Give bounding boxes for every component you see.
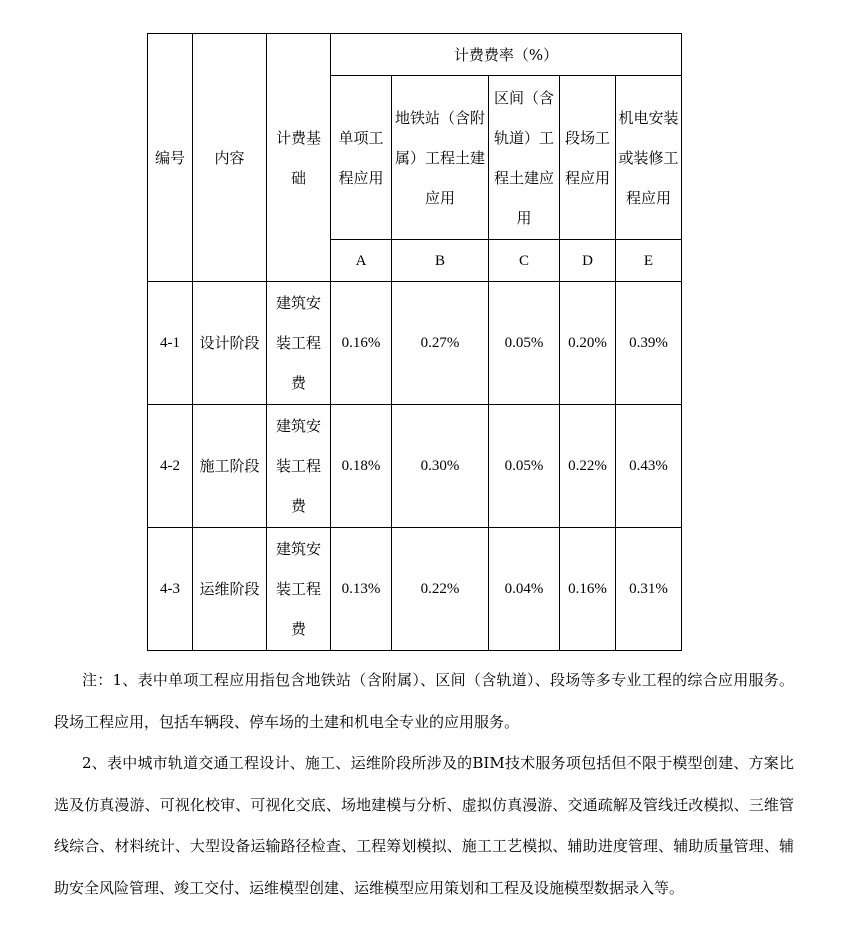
rate-e: 0.31% [616,528,682,651]
rate-a: 0.13% [331,528,392,651]
rate-c: 0.04% [489,528,560,651]
rate-d: 0.16% [560,528,616,651]
header-rate-group: 计费费率（%） [331,34,682,76]
rate-c: 0.05% [489,282,560,405]
rate-c: 0.05% [489,405,560,528]
rate-e: 0.43% [616,405,682,528]
row-basis: 建筑安装工程费 [267,282,331,405]
row-content: 设计阶段 [193,282,267,405]
table-row [148,282,682,405]
rate-b: 0.30% [392,405,489,528]
header-code-a: A [331,240,392,282]
rate-a: 0.16% [331,282,392,405]
row-no: 4-1 [148,282,193,405]
header-sub-a: 单项工程应用 [331,76,392,240]
header-code-e: E [616,240,682,282]
rate-a: 0.18% [331,405,392,528]
row-content: 运维阶段 [193,528,267,651]
row-basis: 建筑安装工程费 [267,405,331,528]
header-sub-b: 地铁站（含附属）工程土建应用 [392,76,489,240]
note-2: 2、表中城市轨道交通工程设计、施工、运维阶段所涉及的BIM技术服务项包括但不限于模型创建、方案比选及仿真漫游、可视化校审、可视化交底、场地建模与分析、虚拟仿真漫游、交通疏解及管线迁改模拟、三维管线综合、材料统计、大型设备运输路径检查、工程筹划模拟、施工工艺模拟、辅助进度管理、辅助质量管理、辅助安全风险管理、竣工交付、运维模型创建、运维模型应用策划和工程及设施模型数据录入等。 [54,754,794,897]
rate-b: 0.27% [392,282,489,405]
header-basis: 计费基础 [267,34,331,282]
rate-d: 0.22% [560,405,616,528]
header-no: 编号 [148,34,193,282]
header-code-d: D [560,240,616,282]
row-no: 4-2 [148,405,193,528]
rate-d: 0.20% [560,282,616,405]
header-sub-c: 区间（含轨道）工程土建应用 [489,76,560,240]
notes [54,660,794,909]
header-sub-d: 段场工程应用 [560,76,616,240]
rate-b: 0.22% [392,528,489,651]
header-content: 内容 [193,34,267,282]
table-row [148,528,682,651]
header-code-c: C [489,240,560,282]
row-basis: 建筑安装工程费 [267,528,331,651]
table-row [148,405,682,528]
header-code-b: B [392,240,489,282]
rate-table [147,33,682,651]
rate-e: 0.39% [616,282,682,405]
row-no: 4-3 [148,528,193,651]
row-content: 施工阶段 [193,405,267,528]
header-sub-e: 机电安装或装修工程应用 [616,76,682,240]
note-1: 注：1、表中单项工程应用指包含地铁站（含附属）、区间（含轨道）、段场等多专业工程的综合应用服务。段场工程应用，包括车辆段、停车场的土建和机电全专业的应用服务。 [54,671,794,731]
